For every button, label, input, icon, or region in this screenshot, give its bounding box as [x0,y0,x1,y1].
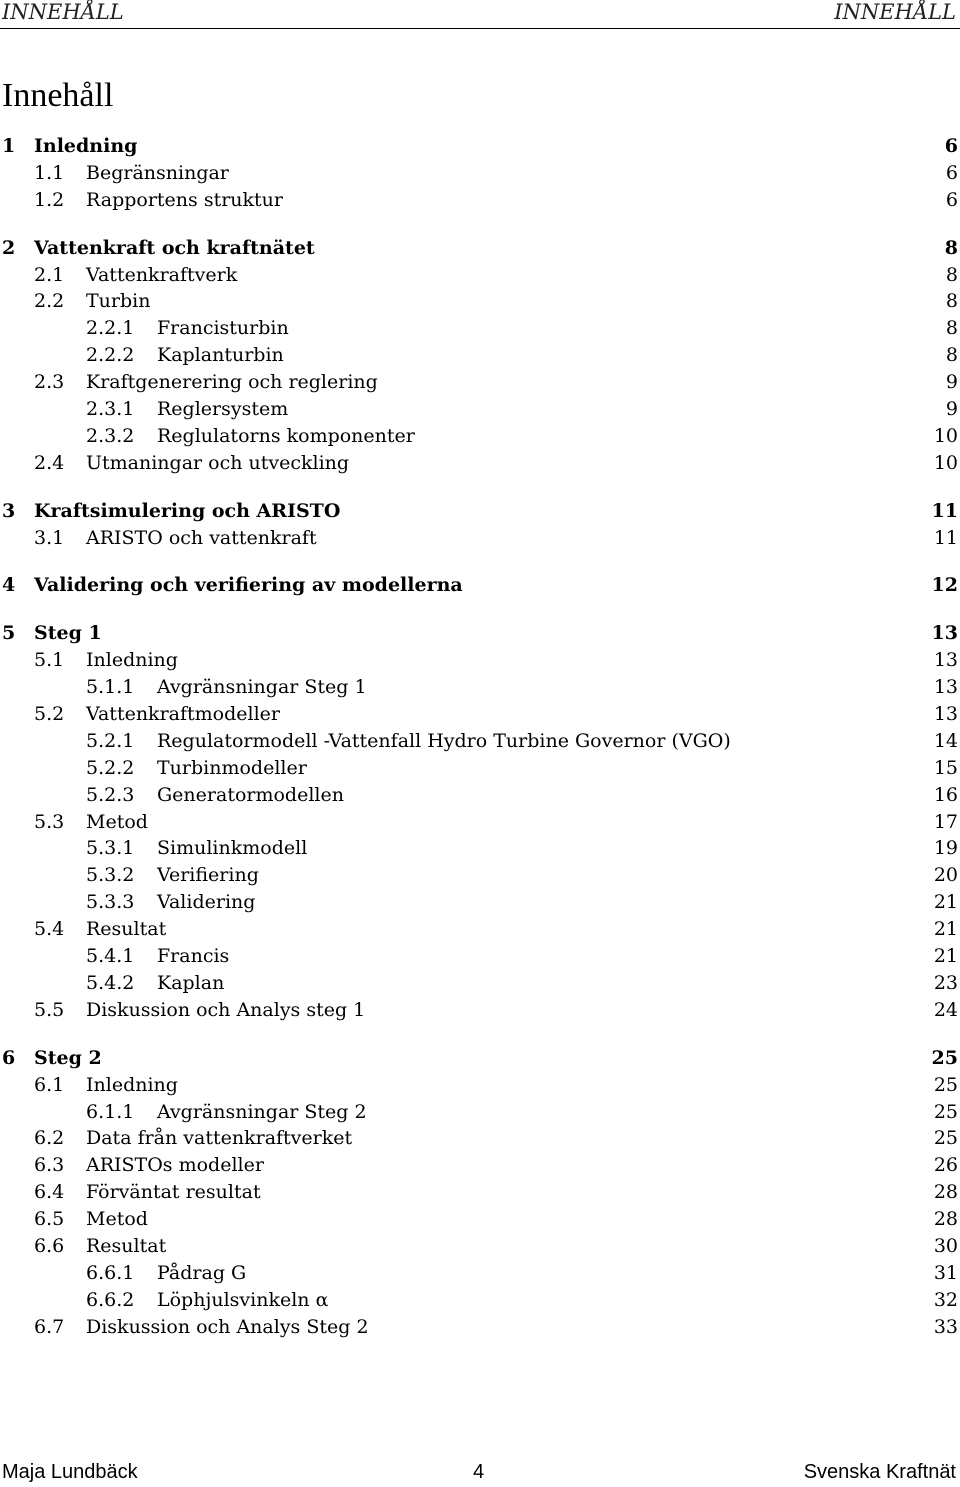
toc-entry-title: Turbinmodeller [157,755,313,782]
toc-entry-number: 6.3 [34,1154,65,1177]
toc-entry-page: 26 [933,1154,958,1177]
toc-entry-page: 9 [945,371,958,394]
footer-author: Maja Lundbäck [2,1461,138,1483]
toc-entry-title: Inledning [34,133,143,160]
toc-entry-page: 13 [933,676,958,699]
toc-entry-number: 1 [2,135,16,157]
toc-section-entry[interactable] [0,1314,960,1341]
toc-entry-page: 21 [933,918,958,941]
toc-entry-title: Metod [86,809,154,836]
toc-entry-title: Kaplan [157,970,230,997]
toc-subsection-entry[interactable] [0,315,960,342]
toc-subsection-entry[interactable] [0,943,960,970]
toc-subsection-entry[interactable] [0,782,960,809]
toc-entry-page: 6 [945,188,958,211]
toc-entry-page: 21 [933,945,958,968]
running-footer [0,1461,960,1487]
toc-entry-title: ARISTOs modeller [86,1152,270,1179]
toc-subsection-entry[interactable] [0,728,960,755]
toc-entry-title: Kraftsimulering och ARISTO [34,498,346,525]
toc-entry-number: 6.6.1 [86,1261,135,1284]
toc-entry-title: Reglersystem [157,396,294,423]
toc-section-entry[interactable] [0,809,960,836]
toc-entry-page: 10 [933,424,958,447]
toc-entry-number: 2.3.2 [86,424,135,447]
toc-entry-page: 8 [944,236,958,259]
toc-entry-title: Vattenkraftverk [86,262,243,289]
toc-entry-page: 8 [945,290,958,313]
toc-entry-title: Resultat [86,1233,172,1260]
toc-entry-number: 5.2.2 [86,756,135,779]
toc-entry-page: 11 [931,499,958,522]
toc-section-entry[interactable] [0,160,960,187]
toc-section-entry[interactable] [0,369,960,396]
toc-entry-page: 6 [945,161,958,184]
toc-entry-page: 21 [933,891,958,914]
toc-entry-page: 16 [933,783,958,806]
toc-entry-title: ARISTO och vattenkraft [86,525,323,552]
toc-entry-title: Löphjulsvinkeln α [157,1287,334,1314]
toc-entry-number: 5.4 [34,918,65,941]
toc-subsection-entry[interactable] [0,1099,960,1126]
toc-entry-title: Kraftgenerering och reglering [86,369,384,396]
toc-entry-number: 1.2 [34,188,65,211]
toc-subsection-entry[interactable] [0,423,960,450]
toc-entry-number: 6.6 [34,1234,65,1257]
toc-chapter-entry[interactable] [0,235,960,262]
toc-entry-title: Metod [86,1206,154,1233]
toc-entry-number: 2.2.1 [86,317,135,340]
toc-entry-page: 8 [945,263,958,286]
toc-entry-title: Avgränsningar Steg 1 [157,674,373,701]
toc-entry-page: 15 [933,756,958,779]
toc-entry-title: Förväntat resultat [86,1179,267,1206]
header-right: INNEHÅLL [834,0,956,24]
toc-entry-title: Regulatormodell -Vattenfall Hydro Turbine Governor (VGO) [157,728,737,755]
toc-entry-number: 5.3.2 [86,864,135,887]
toc-entry-number: 6.5 [34,1208,65,1231]
toc-entry-title: Rapportens struktur [86,187,289,214]
toc-subsection-entry[interactable] [0,835,960,862]
toc-entry-number: 3 [2,499,16,522]
toc-entry-number: 5.2.3 [86,783,135,806]
toc-section-entry[interactable] [0,262,960,289]
toc-subsection-entry[interactable] [0,1260,960,1287]
toc-subsection-entry[interactable] [0,970,960,997]
toc-entry-page: 14 [933,729,958,752]
toc-entry-page: 9 [945,398,958,421]
toc-entry-number: 2.2.2 [86,344,135,367]
toc-entry-page: 17 [933,810,958,833]
toc-entry-title: Inledning [86,647,184,674]
toc-subsection-entry[interactable] [0,674,960,701]
toc-section-entry[interactable] [0,916,960,943]
toc-section-entry[interactable] [0,997,960,1024]
toc-entry-number: 3.1 [34,526,65,549]
toc-entry-page: 11 [933,526,958,549]
toc-entry-number: 5.1 [34,649,65,672]
toc-entry-number: 6.2 [34,1127,65,1150]
toc-entry-page: 8 [945,317,958,340]
toc-subsection-entry[interactable] [0,755,960,782]
toc-entry-page: 33 [933,1315,958,1338]
toc-entry-page: 30 [933,1234,958,1257]
table-of-contents [0,133,960,1341]
toc-section-entry[interactable] [0,288,960,315]
toc-subsection-entry[interactable] [0,862,960,889]
toc-entry-number: 2.3.1 [86,398,135,421]
toc-entry-number: 6.1.1 [86,1100,135,1123]
header-left: INNEHÅLL [2,0,124,24]
toc-entry-number: 5.3.1 [86,837,135,860]
toc-entry-title: Validering och verifiering av modellerna [34,572,469,599]
footer-organization: Svenska Kraftnät [803,1461,956,1483]
toc-entry-page: 20 [933,864,958,887]
toc-entry-title: Begränsningar [86,160,235,187]
toc-entry-title: Inledning [86,1072,184,1099]
toc-entry-page: 32 [933,1288,958,1311]
toc-chapter-entry[interactable] [0,1045,960,1072]
toc-entry-title: Data från vattenkraftverket [86,1125,358,1152]
toc-entry-number: 5.1.1 [86,676,135,699]
toc-section-entry[interactable] [0,1179,960,1206]
toc-entry-number: 6.4 [34,1181,65,1204]
toc-entry-page: 13 [933,703,958,726]
toc-entry-number: 5.2 [34,703,65,726]
toc-entry-title: Reglulatorns komponenter [157,423,421,450]
toc-subsection-entry[interactable] [0,889,960,916]
running-header [0,0,960,24]
toc-entry-page: 8 [945,344,958,367]
toc-entry-page: 6 [944,135,958,157]
toc-entry-page: 23 [933,971,958,994]
toc-entry-title: Vattenkraft och kraftnätet [34,235,321,262]
toc-section-entry[interactable] [0,187,960,214]
toc-section-entry[interactable] [0,701,960,728]
toc-section-entry[interactable] [0,1072,960,1099]
toc-entry-title: Francisturbin [157,315,295,342]
toc-entry-number: 1.1 [34,161,65,184]
toc-entry-title: Generatormodellen [157,782,350,809]
toc-entry-title: Kaplanturbin [157,342,290,369]
toc-entry-title: Avgränsningar Steg 2 [157,1099,373,1126]
toc-entry-page: 13 [931,622,958,645]
toc-entry-title: Turbin [86,288,156,315]
toc-chapter-entry[interactable] [0,498,960,525]
toc-entry-page: 25 [933,1100,958,1123]
toc-section-entry[interactable] [0,450,960,477]
toc-section-entry[interactable] [0,1152,960,1179]
toc-entry-number: 5 [2,622,16,645]
toc-subsection-entry[interactable] [0,342,960,369]
toc-chapter-entry[interactable] [0,620,960,647]
toc-entry-number: 2.2 [34,290,65,313]
toc-entry-title: Pådrag G [157,1260,252,1287]
toc-entry-number: 5.3.3 [86,891,135,914]
toc-entry-number: 4 [2,574,16,597]
toc-entry-page: 31 [933,1261,958,1284]
toc-section-entry[interactable] [0,525,960,552]
toc-entry-number: 2.1 [34,263,65,286]
toc-subsection-entry[interactable] [0,1287,960,1314]
toc-entry-title: Francis [157,943,235,970]
toc-entry-page: 28 [933,1208,958,1231]
toc-entry-page: 10 [933,451,958,474]
toc-section-entry[interactable] [0,647,960,674]
toc-entry-title: Validering [157,889,261,916]
toc-entry-title: Utmaningar och utveckling [86,450,355,477]
toc-entry-page: 12 [931,574,958,597]
toc-entry-number: 2 [2,236,16,259]
toc-chapter-entry[interactable] [0,572,960,599]
toc-entry-page: 13 [933,649,958,672]
toc-subsection-entry[interactable] [0,396,960,423]
toc-entry-title: Vattenkraftmodeller [86,701,286,728]
toc-entry-title: Diskussion och Analys steg 1 [86,997,371,1024]
toc-entry-number: 5.4.1 [86,945,135,968]
header-rule [0,28,960,29]
toc-entry-title: Resultat [86,916,172,943]
toc-entry-number: 5.2.1 [86,729,135,752]
toc-entry-page: 24 [933,998,958,1021]
toc-entry-number: 5.5 [34,998,65,1021]
toc-entry-number: 2.4 [34,451,65,474]
toc-entry-title: Steg 2 [34,1045,108,1072]
toc-entry-number: 6.7 [34,1315,65,1338]
toc-entry-page: 25 [933,1127,958,1150]
toc-entry-number: 5.3 [34,810,65,833]
toc-section-entry[interactable] [0,1125,960,1152]
toc-entry-title: Verifiering [157,862,265,889]
toc-entry-number: 6 [2,1046,16,1069]
page-title: Innehåll [2,77,114,114]
toc-chapter-entry[interactable] [0,133,960,160]
footer-page-number: 4 [473,1461,485,1483]
toc-entry-number: 6.6.2 [86,1288,135,1311]
toc-section-entry[interactable] [0,1206,960,1233]
toc-section-entry[interactable] [0,1233,960,1260]
toc-entry-number: 5.4.2 [86,971,135,994]
toc-entry-page: 28 [933,1181,958,1204]
toc-entry-number: 2.3 [34,371,65,394]
toc-entry-title: Diskussion och Analys Steg 2 [86,1314,375,1341]
toc-entry-title: Steg 1 [34,620,108,647]
toc-entry-title: Simulinkmodell [157,835,313,862]
toc-entry-page: 25 [931,1046,958,1069]
toc-entry-page: 19 [933,837,958,860]
toc-entry-number: 6.1 [34,1073,65,1096]
toc-entry-page: 25 [933,1073,958,1096]
